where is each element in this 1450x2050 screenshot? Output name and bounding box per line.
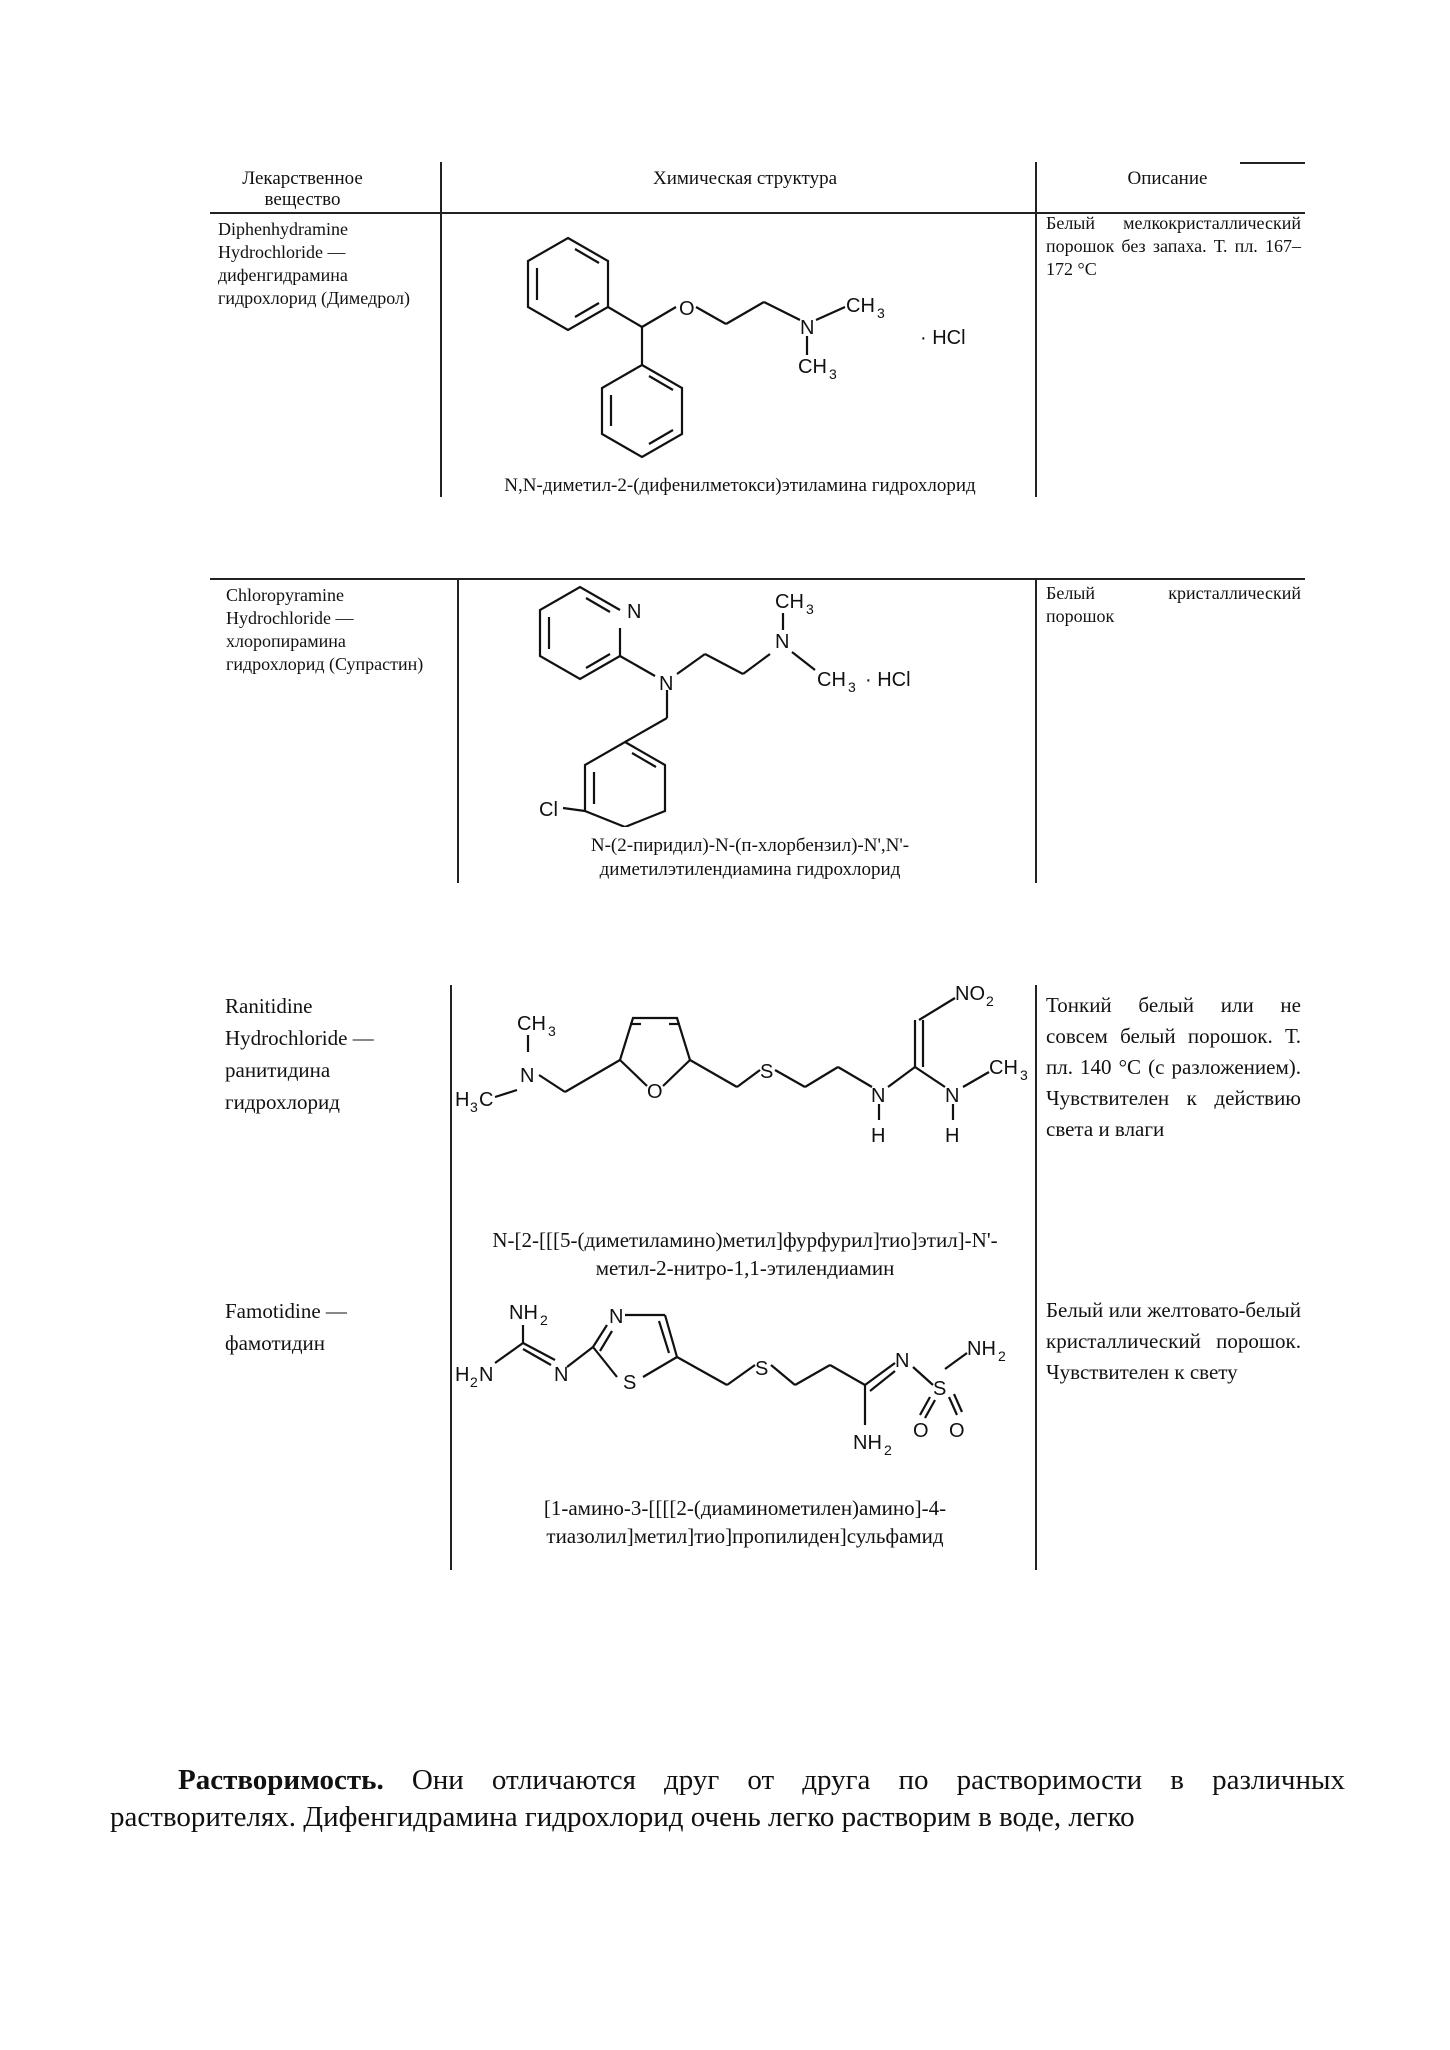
row2-divider-left [457, 578, 459, 883]
hcl-label: · HCl [865, 669, 911, 691]
row2-substance: Chloropyramine Hydrochloride — хлоропирамина гидрохлорид (Супрастин) [226, 585, 424, 674]
f-nh2-top: NH [509, 1302, 538, 1324]
row1-divider-right [1035, 162, 1037, 497]
thiazole-nitrogen: N [609, 1306, 624, 1328]
f-h2n-n: N [479, 1364, 494, 1386]
methyl-top: CH [775, 591, 804, 613]
methyl-label-1: CH [846, 295, 875, 317]
methyl-sub-2: 3 [829, 366, 837, 382]
methyl-top-sub: 3 [806, 601, 814, 617]
row1-description: Белый мелкокристаллический порошок без запаха. Т. пл. 167–172 °С [1046, 213, 1301, 279]
row2-divider-right [1035, 578, 1037, 883]
r-no2: NO [955, 983, 985, 1005]
row2-description: Белый кристаллический порошок [1046, 583, 1301, 626]
f-oxygen-1: O [913, 1420, 929, 1442]
f-sulfamide-nh2: NH [967, 1338, 996, 1360]
header-structure: Химическая структура [652, 168, 838, 189]
row4-description: Белый или желтовато-белый кристаллический порошок. Чувствителен к свету [1046, 1298, 1301, 1384]
r-no2-sub: 2 [986, 993, 994, 1009]
r-methyl-right-sub: 3 [1020, 1067, 1028, 1083]
chlorine-label: Cl [539, 799, 558, 821]
r-nh-n-2: N [945, 1085, 960, 1107]
f-amidine-nh2: NH [853, 1432, 882, 1454]
r-nh-h-1: H [871, 1125, 886, 1147]
r-sulfur: S [760, 1061, 774, 1083]
hcl-label: · HCl [920, 327, 966, 349]
famotidine-structure [455, 1285, 1030, 1490]
r-methyl-top-sub: 3 [548, 1023, 556, 1039]
f-h2n-h: H [455, 1364, 470, 1386]
f-sulfonyl-sulfur: S [933, 1378, 947, 1400]
row4-substance: Famotidine — фамотидин [225, 1299, 347, 1355]
furan-oxygen: O [647, 1081, 663, 1103]
f-guanidine-n: N [554, 1364, 569, 1386]
f-oxygen-2: O [949, 1420, 965, 1442]
oxygen-label: O [679, 298, 695, 320]
row3-divider-left [450, 985, 452, 1570]
header-description: Описание [1127, 168, 1208, 189]
row1-chemical-name: N,N-диметил-2-(дифенилметокси)этиламина гидрохлорид [504, 475, 976, 496]
r-h3c-3: 3 [470, 1099, 478, 1115]
r-nitrogen-1: N [520, 1065, 535, 1087]
r-h3c-c: C [479, 1089, 494, 1111]
pyridine-nitrogen: N [627, 601, 642, 623]
row3-chemical-name-1: N-[2-[[[5-(диметиламино)метил]фурфурил]тио]этил]-N'- [492, 1228, 998, 1252]
r-methyl-right: CH [989, 1057, 1018, 1079]
row1-substance: Diphenhydramine Hydrochloride — дифенгидрамина гидрохлорид (Димедрол) [218, 219, 410, 308]
amine-nitrogen: N [659, 673, 674, 695]
row3-divider-right [1035, 985, 1037, 1570]
solubility-paragraph [110, 1762, 1345, 1836]
f-imine-nitrogen: N [895, 1350, 910, 1372]
row4-chemical-name-1: [1-амино-3-[[[[2-(диаминометилен)амино]-4- [543, 1496, 947, 1520]
row2-chemical-name-1: N-(2-пиридил)-N-(п-хлорбензил)-N',N'- [590, 835, 910, 856]
f-thioether-sulfur: S [755, 1358, 769, 1380]
r-nh-n-1: N [871, 1085, 886, 1107]
row3-chemical-name-2: метил-2-нитро-1,1-этилендиамин [595, 1256, 895, 1280]
table-top-rule-right [1240, 162, 1305, 164]
row2-chemical-name-2: диметилэтилендиамина гидрохлорид [599, 859, 901, 880]
row4-chemical-name-2: тиазолил]метил]тио]пропилиден]сульфамид [546, 1524, 944, 1548]
f-sulfamide-nh2-sub: 2 [998, 1348, 1006, 1364]
r-methyl-top: CH [517, 1013, 546, 1035]
f-amidine-nh2-sub: 2 [884, 1442, 892, 1458]
methyl-label-2: CH [798, 356, 827, 378]
solubility-text: Они отличаются друг от друга по растворимости в различных растворителях. Дифенгидрамина гидрохлорид очень легко растворим в воде, легко [110, 1764, 1345, 1833]
nitrogen-label: N [800, 317, 815, 339]
f-nh2-top-sub: 2 [540, 1312, 548, 1328]
diphenhydramine-structure [450, 212, 1030, 467]
dimethyl-nitrogen: N [775, 631, 790, 653]
row1-divider-left [440, 162, 442, 497]
r-nh-h-2: H [945, 1125, 960, 1147]
solubility-heading: Растворимость. [178, 1764, 384, 1796]
r-h3c-h: H [455, 1089, 470, 1111]
row3-substance: Ranitidine Hydrochloride — ранитидина гидрохлорид [225, 994, 374, 1114]
chloropyramine-structure [465, 582, 1030, 827]
methyl-right-sub: 3 [848, 679, 856, 695]
row2-top-rule [210, 578, 1305, 580]
methyl-right: CH [817, 669, 846, 691]
row3-description: Тонкий белый или не совсем белый порошок. Т. пл. 140 °С (с разложением). Чувствителен к действию света и влаги [1046, 993, 1301, 1141]
methyl-sub-1: 3 [877, 305, 885, 321]
f-h2n-2: 2 [470, 1374, 478, 1390]
header-substance: Лекарственное вещество [242, 168, 363, 210]
ranitidine-structure [455, 980, 1030, 1190]
thiazole-sulfur: S [623, 1372, 637, 1394]
